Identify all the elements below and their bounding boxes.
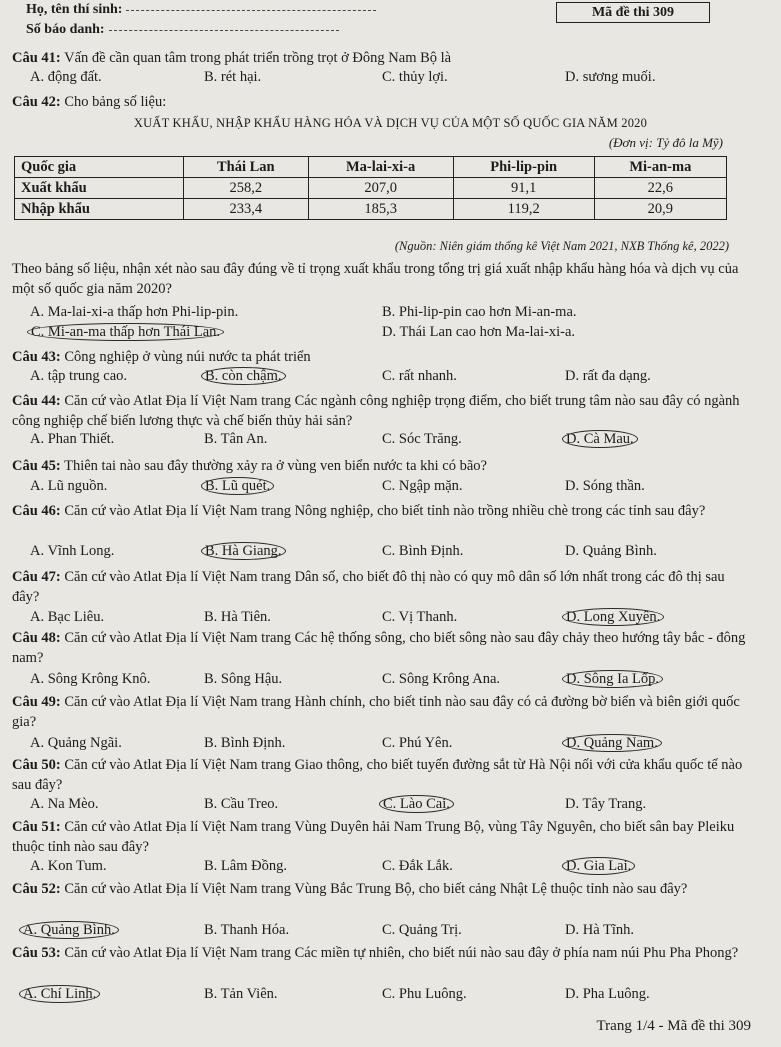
q49-option-d: D. Quảng Nam.: [562, 734, 662, 752]
q47-option-d: D. Long Xuyên.: [562, 608, 664, 626]
q52-option-c: C. Quảng Trị.: [382, 922, 462, 938]
table-title: XUẤT KHẨU, NHẬP KHẨU HÀNG HÓA VÀ DỊCH VỤ CỦA MỘT SỐ QUỐC GIA NĂM 2020: [133, 116, 648, 130]
col-header: Thái Lan: [184, 157, 309, 178]
q49-option-b: B. Bình Định.: [204, 735, 286, 751]
q47-option-b: B. Hà Tiên.: [204, 609, 271, 625]
candidate-id-label: Số báo danh:: [26, 22, 105, 37]
q53-option-d: D. Pha Luông.: [565, 986, 650, 1002]
q43-option-b: B. còn chậm.: [201, 367, 286, 385]
question-43-options: [30, 368, 750, 388]
q50-option-a: A. Na Mèo.: [30, 796, 99, 812]
q49-option-a: A. Quảng Ngãi.: [30, 735, 122, 751]
q46-option-d: D. Quảng Bình.: [565, 543, 657, 559]
q50-option-d: D. Tây Trang.: [565, 796, 647, 812]
q43-option-c: C. rất nhanh.: [382, 368, 457, 384]
question-44-options: [30, 431, 750, 451]
q41-option-a: A. động đất.: [30, 69, 102, 85]
question-number: Câu 42:: [12, 94, 61, 110]
row-label: Nhập khẩu: [15, 199, 184, 220]
question-41: Câu 41: Vấn đề cần quan tâm trong phát triển trồng trọt ở Đông Nam Bộ là: [12, 50, 452, 66]
q45-option-c: C. Ngập mặn.: [382, 478, 463, 494]
q43-option-a: A. tập trung cao.: [30, 368, 128, 384]
question-number: Câu 50:: [12, 757, 61, 773]
q44-option-d: D. Cà Mau.: [562, 430, 638, 448]
q52-option-a: A. Quảng Bình.: [19, 921, 119, 939]
question-52: Câu 52: Căn cứ vào Atlat Địa lí Việt Nam trang Vùng Bắc Trung Bộ, cho biết cảng Nhật Lệ thuộc tỉnh nào sau đây?: [12, 881, 688, 897]
question-number: Câu 46:: [12, 503, 61, 519]
row-label: Xuất khẩu: [15, 178, 184, 199]
q48-option-d: D. Sông Ia Lốp.: [562, 670, 663, 688]
name-dotted-line: [126, 9, 376, 11]
q49-option-c: C. Phú Yên.: [382, 735, 453, 751]
q42-option-a: A. Ma-lai-xi-a thấp hơn Phi-lip-pin.: [30, 304, 239, 320]
question-number: Câu 52:: [12, 881, 61, 897]
q50-option-b: B. Cầu Treo.: [204, 796, 279, 812]
q50-option-c: C. Lào Cai.: [379, 795, 454, 813]
question-42: Câu 42: Cho bảng số liệu:: [12, 94, 167, 110]
col-header: Ma-lai-xi-a: [308, 157, 453, 178]
table-cell: 20,9: [594, 199, 726, 220]
q42-option-d: D. Thái Lan cao hơn Ma-lai-xi-a.: [382, 324, 576, 340]
table-cell: 119,2: [453, 199, 594, 220]
question-46-options: [30, 543, 750, 563]
candidate-name-label: Họ, tên thí sinh:: [26, 2, 123, 17]
question-number: Câu 43:: [12, 349, 61, 365]
question-number: Câu 49:: [12, 694, 61, 710]
question-number: Câu 45:: [12, 458, 61, 474]
data-table: [14, 156, 727, 220]
q48-option-b: B. Sông Hậu.: [204, 671, 283, 687]
question-53-options: [23, 986, 750, 1006]
question-47-options: [30, 609, 750, 629]
question-52-options: [23, 922, 750, 942]
col-header: Phi-lip-pin: [453, 157, 594, 178]
question-45: Câu 45: Thiên tai nào sau đây thường xảy ra ở vùng ven biển nước ta khi có bão?: [12, 458, 487, 474]
question-51: Câu 51: Căn cứ vào Atlat Địa lí Việt Nam trang Vùng Duyên hải Nam Trung Bộ, vùng Tây Nguyên, cho biết sân bay Pleiku thuộc tỉnh nào sau đây?: [12, 819, 735, 855]
table-header-row: [15, 157, 727, 178]
question-50-options: [30, 796, 750, 816]
q41-option-b: B. rét hại.: [204, 69, 262, 85]
table-cell: 91,1: [453, 178, 594, 199]
q44-option-c: C. Sóc Trăng.: [382, 431, 462, 447]
q44-option-b: B. Tân An.: [204, 431, 268, 447]
question-53: Câu 53: Căn cứ vào Atlat Địa lí Việt Nam trang Các miền tự nhiên, cho biết núi nào sau đây ở phía nam núi Phu Pha Phong?: [12, 945, 739, 961]
q46-option-b: B. Hà Giang.: [201, 542, 286, 560]
candidate-name-line: [26, 2, 376, 18]
q45-option-a: A. Lũ nguồn.: [30, 478, 108, 494]
table-cell: 207,0: [308, 178, 453, 199]
q52-option-d: D. Hà Tĩnh.: [565, 922, 635, 938]
q53-option-c: C. Phu Luông.: [382, 986, 467, 1002]
q51-option-b: B. Lâm Đồng.: [204, 858, 287, 874]
table-unit: (Đơn vị: Tỷ đô la Mỹ): [608, 135, 723, 150]
question-48: Câu 48: Căn cứ vào Atlat Địa lí Việt Nam trang Các hệ thống sông, cho biết sông nào sau đây chảy theo hướng tây bắc - đông nam?: [12, 630, 746, 666]
q42-option-b: B. Phi-lip-pin cao hơn Mi-an-ma.: [382, 304, 577, 320]
q52-option-b: B. Thanh Hóa.: [204, 922, 290, 938]
table-cell: 258,2: [184, 178, 309, 199]
q43-option-d: D. rất đa dạng.: [565, 368, 651, 384]
q42-option-c: C. Mi-an-ma thấp hơn Thái Lan.: [27, 323, 224, 341]
q47-option-a: A. Bạc Liêu.: [30, 609, 105, 625]
question-43: Câu 43: Công nghiệp ở vùng núi nước ta phát triển: [12, 349, 311, 365]
q45-option-d: D. Sóng thần.: [565, 478, 645, 494]
table-cell: 233,4: [184, 199, 309, 220]
candidate-id-line: [26, 22, 339, 38]
question-45-options: [30, 478, 750, 498]
q46-option-c: C. Bình Định.: [382, 543, 464, 559]
exam-code-box: Mã đề thi 309: [556, 2, 710, 23]
q53-option-b: B. Tản Viên.: [204, 986, 278, 1002]
question-51-options: [30, 858, 750, 878]
question-41-options: [30, 69, 750, 89]
q47-option-c: C. Vị Thanh.: [382, 609, 458, 625]
question-42-options-row1: [30, 304, 750, 324]
question-number: Câu 41:: [12, 50, 61, 66]
question-number: Câu 48:: [12, 630, 61, 646]
col-header: Quốc gia: [15, 157, 184, 178]
table-cell: 185,3: [308, 199, 453, 220]
question-49: Câu 49: Căn cứ vào Atlat Địa lí Việt Nam trang Hành chính, cho biết tỉnh nào sau đây có cả đường bờ biển và biên giới quốc gia?: [12, 694, 740, 730]
table-cell: 22,6: [594, 178, 726, 199]
q51-option-d: D. Gia Lai.: [562, 857, 635, 875]
q45-option-b: B. Lũ quét.: [201, 477, 274, 495]
question-number: Câu 51:: [12, 819, 61, 835]
question-number: Câu 53:: [12, 945, 61, 961]
table-source: (Nguồn: Niên giám thống kê Việt Nam 2021, NXB Thống kê, 2022): [394, 239, 729, 253]
question-42-prompt: Theo bảng số liệu, nhận xét nào sau đây đúng về tỉ trọng xuất khẩu trong tổng trị giá xuất nhập khẩu hàng hóa và dịch vụ của một số quốc gia năm 2020?: [12, 261, 739, 297]
table-row: [15, 178, 727, 199]
question-42-options-row2: [30, 324, 750, 344]
q44-option-a: A. Phan Thiết.: [30, 431, 115, 447]
question-number: Câu 44:: [12, 393, 61, 409]
q46-option-a: A. Vĩnh Long.: [30, 543, 115, 559]
q53-option-a: A. Chí Linh.: [19, 985, 100, 1003]
page-footer: Trang 1/4 - Mã đề thi 309: [596, 1018, 751, 1034]
q41-option-d: D. sương muối.: [565, 69, 656, 85]
question-46: Câu 46: Căn cứ vào Atlat Địa lí Việt Nam trang Nông nghiệp, cho biết tỉnh nào trồng nhiều chè trong các tỉnh sau đây?: [12, 503, 706, 519]
col-header: Mi-an-ma: [594, 157, 726, 178]
question-44: Câu 44: Căn cứ vào Atlat Địa lí Việt Nam trang Các ngành công nghiệp trọng điểm, cho biết trung tâm nào sau đây có ngành công nghiệp chế biến lương thực và chế biến thủy hải sản?: [12, 393, 740, 429]
question-49-options: [30, 735, 750, 755]
q48-option-c: C. Sông Krông Ana.: [382, 671, 501, 687]
question-number: Câu 47:: [12, 569, 61, 585]
question-48-options: [30, 671, 750, 691]
q51-option-c: C. Đắk Lắk.: [382, 858, 453, 874]
question-47: Câu 47: Căn cứ vào Atlat Địa lí Việt Nam trang Dân số, cho biết đô thị nào có quy mô dân số lớn nhất trong các đô thị sau đây?: [12, 569, 725, 605]
id-dotted-line: [109, 29, 339, 31]
q51-option-a: A. Kon Tum.: [30, 858, 107, 874]
q48-option-a: A. Sông Krông Knô.: [30, 671, 151, 687]
question-50: Câu 50: Căn cứ vào Atlat Địa lí Việt Nam trang Giao thông, cho biết tuyến đường sắt từ Hà Nội nối với cửa khẩu quốc tế nào sau đây?: [12, 757, 743, 793]
table-row: [15, 199, 727, 220]
q41-option-c: C. thủy lợi.: [382, 69, 448, 85]
